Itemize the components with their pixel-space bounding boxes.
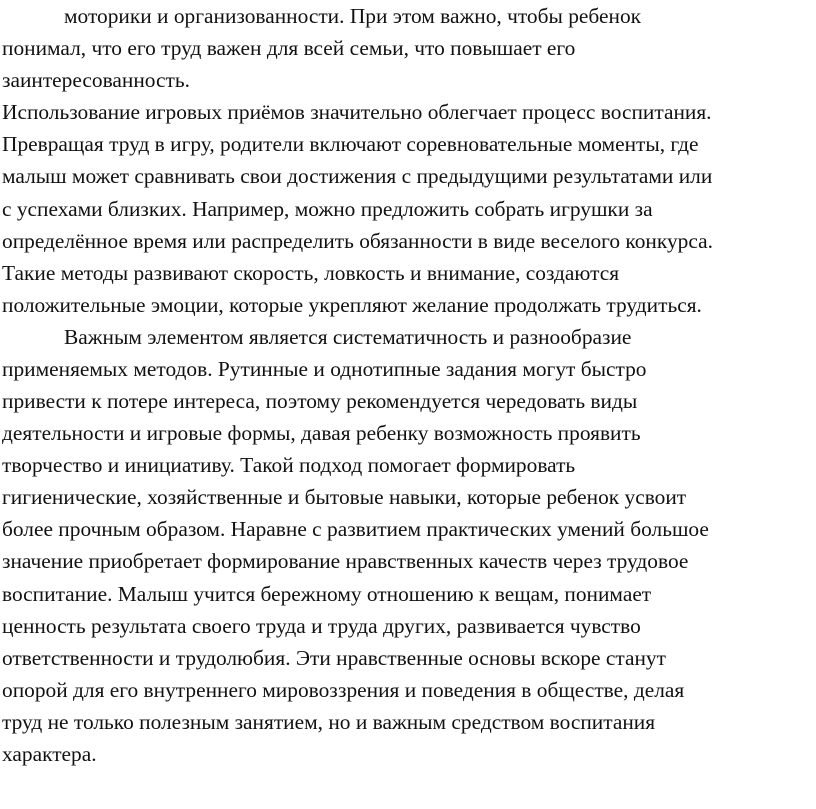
text-line: деятельности и игровые формы, давая ребенку возможность проявить — [2, 421, 641, 445]
text-line: понимал, что его труд важен для всей семьи, что повышает его — [2, 36, 576, 60]
text-line: Использование игровых приёмов значительно облегчает процесс воспитания. — [2, 100, 712, 124]
text-line: гигиенические, хозяйственные и бытовые навыки, которые ребенок усвоит — [2, 485, 687, 509]
text-line: с успехами близких. Например, можно предложить собрать игрушки за — [2, 197, 653, 221]
text-line: Превращая труд в игру, родители включают соревновательные моменты, где — [2, 132, 699, 156]
text-line: Важным элементом является систематичность и разнообразие — [64, 325, 632, 349]
text-line: положительные эмоции, которые укрепляют желание продолжать трудиться. — [2, 293, 702, 317]
text-line: определённое время или распределить обязанности в виде веселого конкурса. — [2, 229, 713, 253]
text-line: более прочным образом. Наравне с развитием практических умений большое — [2, 517, 709, 541]
text-line: характера. — [2, 742, 97, 766]
text-line: ценность результата своего труда и труда других, развивается чувство — [2, 614, 641, 638]
text-line: моторики и организованности. При этом важно, чтобы ребенок — [64, 4, 642, 28]
text-line: значение приобретает формирование нравственных качеств через трудовое — [2, 549, 689, 573]
text-line: применяемых методов. Рутинные и однотипные задания могут быстро — [2, 357, 647, 381]
text-line: привести к потере интереса, поэтому рекомендуется чередовать виды — [2, 389, 638, 413]
text-line: ответственности и трудолюбия. Эти нравственные основы вскоре станут — [2, 646, 666, 670]
text-line: заинтересованность. — [2, 68, 190, 92]
text-line: воспитание. Малыш учится бережному отношению к вещам, понимает — [2, 582, 652, 606]
text-line: опорой для его внутреннего мировоззрения и поведения в обществе, делая — [2, 678, 685, 702]
text-line: малыш может сравнивать свои достижения с предыдущими результатами или — [2, 164, 713, 188]
text-line: творчество и инициативу. Такой подход помогает формировать — [2, 453, 576, 477]
text-line: труд не только полезным занятием, но и важным средством воспитания — [2, 710, 656, 734]
text-line: Такие методы развивают скорость, ловкость и внимание, создаются — [2, 261, 620, 285]
